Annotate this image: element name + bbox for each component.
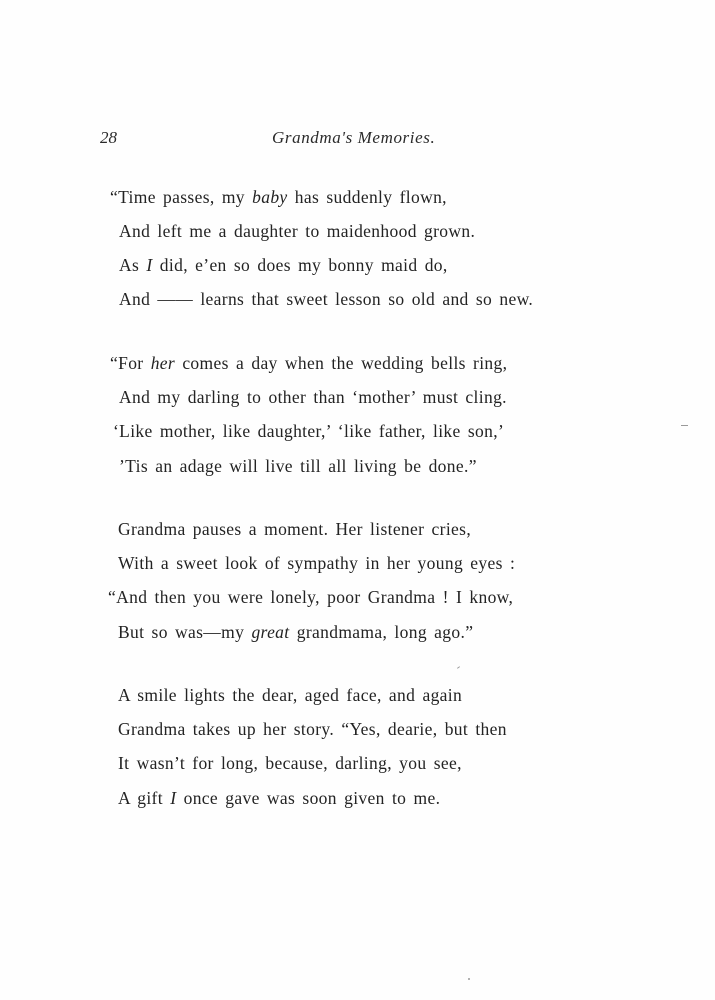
line-text: Grandma takes up her story. “Yes, dearie, but then (118, 719, 507, 739)
italic-text: baby (252, 187, 288, 207)
line-text: A smile lights the dear, aged face, and again (118, 685, 463, 705)
line-text: Grandma pauses a moment. Her listener cries, (118, 519, 472, 539)
line-text: “And then you were lonely, poor Grandma ! I know, (108, 587, 514, 607)
line-text: It wasn’t for long, because, darling, you see, (118, 753, 462, 773)
poem-line (119, 257, 448, 275)
line-text: But so was—my (118, 622, 252, 642)
poem-line (110, 189, 447, 207)
poem-line (118, 755, 462, 773)
italic-text: great (251, 622, 290, 642)
line-text: And —— learns that sweet lesson so old and so new. (119, 289, 534, 309)
poem-line (118, 721, 507, 739)
poem-line (108, 589, 513, 607)
poem-line (119, 458, 477, 476)
poem-line (118, 521, 471, 539)
poem-line (110, 355, 507, 373)
line-text: As (119, 255, 147, 275)
paper-speck (468, 978, 470, 980)
poem-line (118, 790, 440, 808)
running-title: Grandma's Memories. (272, 128, 436, 147)
line-text: ‘Like mother, like daughter,’ ‘like father, like son,’ (113, 421, 505, 441)
line-text: And my darling to other than ‘mother’ must cling. (119, 387, 507, 407)
line-text: And left me a daughter to maidenhood grown. (119, 221, 476, 241)
line-text: “Time passes, my (110, 187, 253, 207)
poem-line (118, 687, 462, 705)
italic-text: I (170, 788, 177, 808)
line-text: once gave was soon given to me. (176, 788, 441, 808)
poem-line (119, 223, 475, 241)
italic-text: her (150, 353, 176, 373)
line-text: ’Tis an adage will live till all living be done.” (119, 456, 477, 476)
page-number: 28 (100, 128, 117, 147)
line-text: grandmama, long ago.” (289, 622, 474, 642)
margin-mark (681, 425, 688, 426)
line-text: has suddenly flown, (287, 187, 447, 207)
line-text: did, e’en so does my bonny maid do, (152, 255, 448, 275)
line-text: With a sweet look of sympathy in her young eyes : (118, 553, 516, 573)
line-text: “For (110, 353, 151, 373)
poem-line (119, 291, 533, 309)
poem-line (118, 555, 515, 573)
poem-line (118, 624, 473, 642)
line-text: comes a day when the wedding bells ring, (175, 353, 508, 373)
poem-line (119, 389, 507, 407)
line-text: A gift (118, 788, 171, 808)
italic-text: I (146, 255, 153, 275)
poem-line (113, 423, 504, 441)
